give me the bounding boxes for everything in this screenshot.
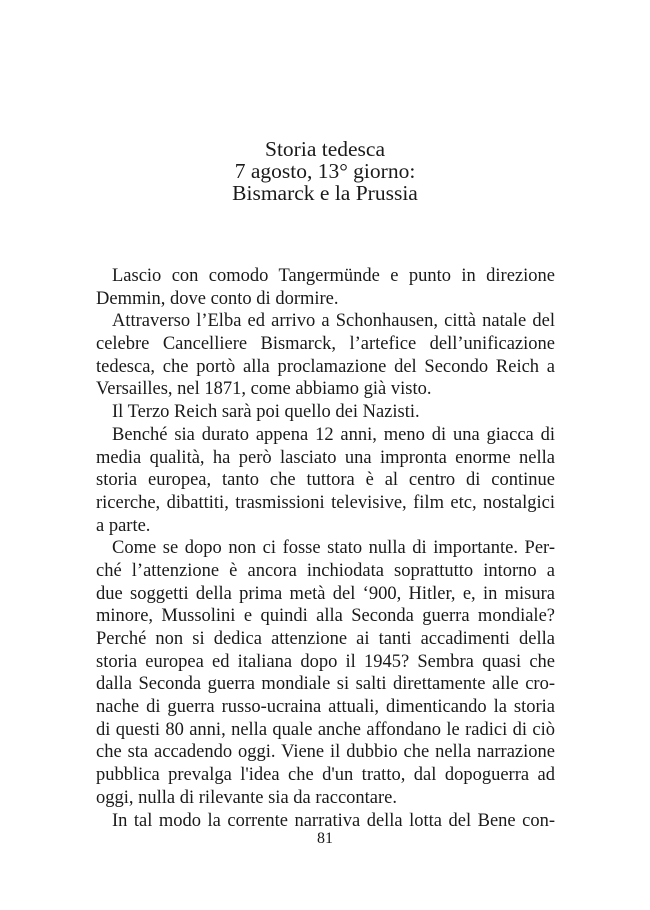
page-number: 81 xyxy=(317,830,333,847)
text-line: Benché sia durato appena 12 anni, meno di una giacca di xyxy=(112,424,555,445)
text-line: due soggetti della prima metà del ‘900, Hitler, e, in misura xyxy=(96,583,555,604)
text-line: pubblica prevalga l'idea che d'un tratto, dal dopoguerra ad xyxy=(96,765,555,786)
text-line: ricerche, dibattiti, trasmissioni televisive, film etc, nostalgici xyxy=(96,492,555,513)
text-line: Demmin, dove conto di dormire. xyxy=(96,288,339,309)
text-line: minore, Mussolini e quindi alla Seconda guerra mondiale? xyxy=(96,606,555,627)
text-line: ché l’attenzione è ancora inchiodata soprattutto intorno a xyxy=(96,560,555,581)
text-line: tedesca, che portò alla proclamazione del Secondo Reich a xyxy=(96,356,555,377)
text-line: che sta accadendo oggi. Viene il dubbio che nella narrazione xyxy=(96,742,555,763)
chapter-title-line-1: Storia tedesca xyxy=(265,137,385,161)
text-line: Attraverso l’Elba ed arrivo a Schonhausen, città natale del xyxy=(112,311,555,332)
chapter-title-line-3: Bismarck e la Prussia xyxy=(232,181,418,205)
text-line: di questi 80 anni, nella quale anche affondano le radici di ciò xyxy=(96,719,555,740)
text-line: Il Terzo Reich sarà poi quello dei Nazisti. xyxy=(112,402,420,423)
text-line: oggi, nulla di rilevante sia da raccontare. xyxy=(96,787,398,808)
text-line: In tal modo la corrente narrativa della lotta del Bene con- xyxy=(112,810,555,831)
text-line: storia europea ed italiana dopo il 1945? Sembra quasi che xyxy=(96,651,555,672)
text-line: nache di guerra russo-ucraina attuali, dimenticando la storia xyxy=(96,697,555,718)
text-line: Versailles, nel 1871, come abbiamo già visto. xyxy=(96,379,432,400)
chapter-title-line-2: 7 agosto, 13° giorno: xyxy=(234,159,416,183)
text-line: media qualità, ha però lasciato una impronta enorme nella xyxy=(96,447,555,468)
text-line: Lascio con comodo Tangermünde e punto in direzione xyxy=(112,266,555,286)
text-line: Come se dopo non ci fosse stato nulla di importante. Per- xyxy=(112,538,555,559)
text-line: celebre Cancelliere Bismarck, l’artefice dell’unificazione xyxy=(96,334,555,355)
body-text xyxy=(96,265,555,832)
chapter-title xyxy=(0,138,650,204)
text-line: a parte. xyxy=(96,515,151,536)
text-line: Perché non si dedica attenzione ai tanti accadimenti della xyxy=(96,629,555,649)
text-line: dalla Seconda guerra mondiale si salti direttamente alle cro- xyxy=(96,674,555,695)
text-line: storia europea, tanto che tuttora è al centro di continue xyxy=(96,470,555,491)
